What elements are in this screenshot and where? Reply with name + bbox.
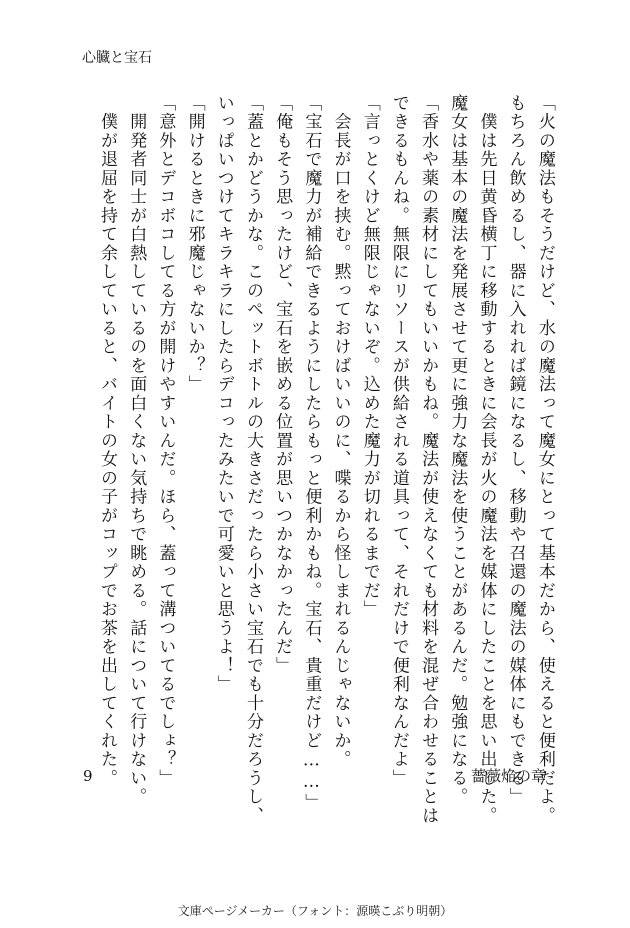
text-line: 「開けるときに邪魔じゃないか？」 [184,94,205,394]
text-line: 魔女は基本の魔法を発展させて更に強力な魔法を使うことがあるんだ。勉強になる。 [447,94,468,807]
text-line: 「俺もそう思ったけど、宝石を嵌める位置が思いつかなかったんだ」 [272,94,293,676]
text-line: できるもんね。無限にリソースが供給される道具って、それだけで便利なんだよ」 [388,94,409,788]
text-line: 会長が口を挟む。黙っておけばいいのに、喋るから怪しまれるんじゃないか。 [330,94,351,769]
text-line: 「意外とデコボコしてる方が開けやすいんだ。ほら、蓋って溝ついてるでしょ？」 [155,94,176,788]
text-line: 「言っとくけど無限じゃないぞ。込めた魔力が切れるまでだ」 [359,94,380,619]
generator-credit: 文庫ページメーカー（フォント：源暎こぶり明朝） [177,904,453,918]
text-line: いっぱいつけてキラキラにしたらデコったみたいで可愛いと思うよ！」 [213,94,234,694]
text-line: 「蓋とかどうかな。このペットボトルの大きさだったら小さい宝石でも十分だろうし、 [242,94,263,826]
text-line: 「香水や薬の素材にしてもいいかもね。魔法が使えなくても材料を混ぜ合わせることは [418,94,439,826]
text-line: 僕は先日黄昏横丁に移動するときに会長が火の魔法を媒体にしたことを思い出した。 [476,94,497,826]
text-line: 「宝石で魔力が補給できるようにしたらもっと便利かもね。宝石、貴重だけど……」 [301,94,322,813]
text-line: 開発者同士が白熱しているのを面白くない気持ちで眺める。話について行けない。 [126,94,147,807]
text-line: もちろん飲めるし、器に入れれば鏡になるし、移動や召還の魔法の媒体にもできる」 [505,94,526,807]
running-title: 心臓と宝石 [82,50,152,66]
text-line: 「火の魔法もそうだけど、水の魔法って魔女にとって基本だから、使えると便利だよ。 [534,94,555,826]
text-line: 僕が退屈を持て余していると、バイトの女の子がコップでお茶を出してくれた。 [97,94,117,788]
chapter-title: 薔薇焔の章 [470,767,546,785]
page-number: 9 [83,767,93,785]
